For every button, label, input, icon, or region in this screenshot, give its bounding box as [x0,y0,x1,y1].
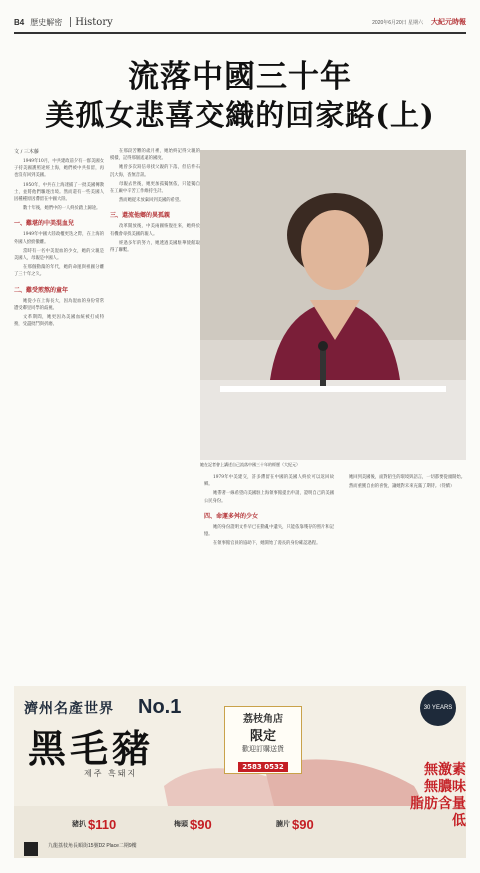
paragraph: 1950年，中共在上海逮捕了一批美國傳教士，並將他們驅逐出境。然而還有一些美國人因種種原因滯留在中國大陸。 [14,182,104,203]
column-label: History [75,16,113,28]
pork-advertisement [14,686,466,858]
article-column-4 [340,474,466,492]
page-number: B4 [14,17,25,27]
price-value: $90 [292,816,314,832]
issue-date: 2020年6月20日 星期六 [372,19,423,26]
paragraph: 在那段苦難的歲月裡，她始終記得父親的模樣，記得那個遙遠的國度。 [110,149,200,162]
store-badge [224,706,302,774]
article-photo [200,150,466,460]
byline: 文 / 三木藤 [14,149,39,155]
header-rule [14,32,466,34]
paragraph: 在那個動蕩的年代，她的命運與祖國分離了三十年之久。 [14,265,104,278]
section-label: 歷史解密 [30,17,63,27]
paragraph: 1979年中美建交，許多滯留在中國的美國人終於可以返回故鄉。 [204,475,334,488]
paragraph: 經過多年的努力，她透過美國駐華使館取得了聯繫。 [110,240,200,254]
woman-at-press-conference-illustration [200,150,466,460]
paragraph: 她曾多次寫信尋找父親的下落，但信件石沉大海，杳無音訊。 [110,165,200,178]
subheading: 一、難堪的中美混血兒 [14,221,75,228]
headline-line-1: 流落中國三十年 [128,59,352,95]
article-column-3 [204,474,334,549]
badge-limited: 限定 [249,729,276,744]
price-name: 梅頭 [174,821,188,828]
anniversary-seal-icon: 30 YEARS [420,690,456,726]
paragraph: 1949年10月，中共建政前夕有一群美國女子持美國護照途經上海，她們被中共扣留，再也沒有回到美國。 [14,159,104,179]
paragraph: 在領事館官員的協助下，她開始了漫長的身份確認過程。 [213,541,321,547]
price-item [72,812,168,836]
paragraph: 數十年後，她們中的一人終於踏上歸途。 [23,206,101,212]
price-list [72,812,372,836]
badge-order: 歡迎訂購送貨 [242,745,284,753]
article-column-2 [110,148,200,256]
paragraph: 當時有一名中美混血的少女，她的父親是美國人，母親是中國人。 [14,248,104,262]
ad-address: 九龍荔枝角長順街15號D2 Place二期9樓 [48,843,137,849]
ad-tagline: 濟州名產世界 [24,701,114,717]
ad-footer [24,842,456,856]
price-name: 腩片 [276,821,290,828]
article-column-1 [14,148,104,330]
price-value: $90 [190,816,212,832]
subheading: 三、還流他鄉的異孤親 [110,213,171,220]
ad-selling-points [404,762,466,830]
paragraph: 母親去世後，她更加孤獨無依，只能獨自在工廠中辛苦工作維持生計。 [110,181,200,195]
headline-line-2: 美孤女悲喜交織的回家路(上) [45,98,435,132]
paragraph: 然而她從未放棄回到美國的希望。 [119,198,184,204]
price-item [174,812,270,836]
paragraph: 她從小在上海長大，因為混血的身份常常遭受鄰里同學的歧視。 [14,298,104,311]
ad-korean-subtitle: 제주 흑돼지 [84,769,138,778]
paragraph: 改革開放後，中美兩國恢復往來，她終於有機會尋找美國的親人。 [110,224,200,237]
ad-point: 脂肪含量低 [410,796,466,829]
subheading: 二、難受煎熬的童年 [14,287,69,294]
paragraph: 她的身份證明文件早已在動亂中遺失，只能依靠殘存的照片和記憶。 [204,524,334,538]
subheading: 四、命運多舛的少女 [204,513,259,520]
ad-no1: No.1 [138,696,182,718]
paragraph: 她回到美國後，面對陌生的環境與語言，一切都要從頭開始。 [349,475,466,480]
ad-point: 無激素 [424,762,466,778]
paragraph: 文革期間，她更因為美國血統被打成特務，受盡批鬥與折磨。 [14,315,104,328]
badge-phone: 2583 0532 [238,762,287,772]
paragraph: 1949年中國大陸政權更迭之際，在上海的外國人紛紛撤離。 [14,232,104,245]
page-header [14,14,466,30]
price-name: 豬扒 [72,821,86,828]
paragraph: 然而重獲自由的喜悅，讓她對未來充滿了期待。（待續） [349,484,455,490]
masthead-logo: 大紀元時報 [431,17,466,26]
paragraph: 她帶著一線希望向美國駐上海領事館提出申請，證明自己的美國公民身份。 [204,491,334,504]
qr-code-icon [24,842,38,856]
ad-point: 無膿味 [424,779,466,795]
photo-caption: 她在記者會上講述自己流落中國三十年的經歷（大紀元） [200,462,300,467]
header-divider [70,17,71,27]
price-value: $110 [88,816,117,832]
badge-store: 荔枝角店 [243,714,283,725]
price-item [276,812,372,836]
article-headline [0,58,480,134]
ad-product-name: 黑毛豬 [28,726,155,771]
